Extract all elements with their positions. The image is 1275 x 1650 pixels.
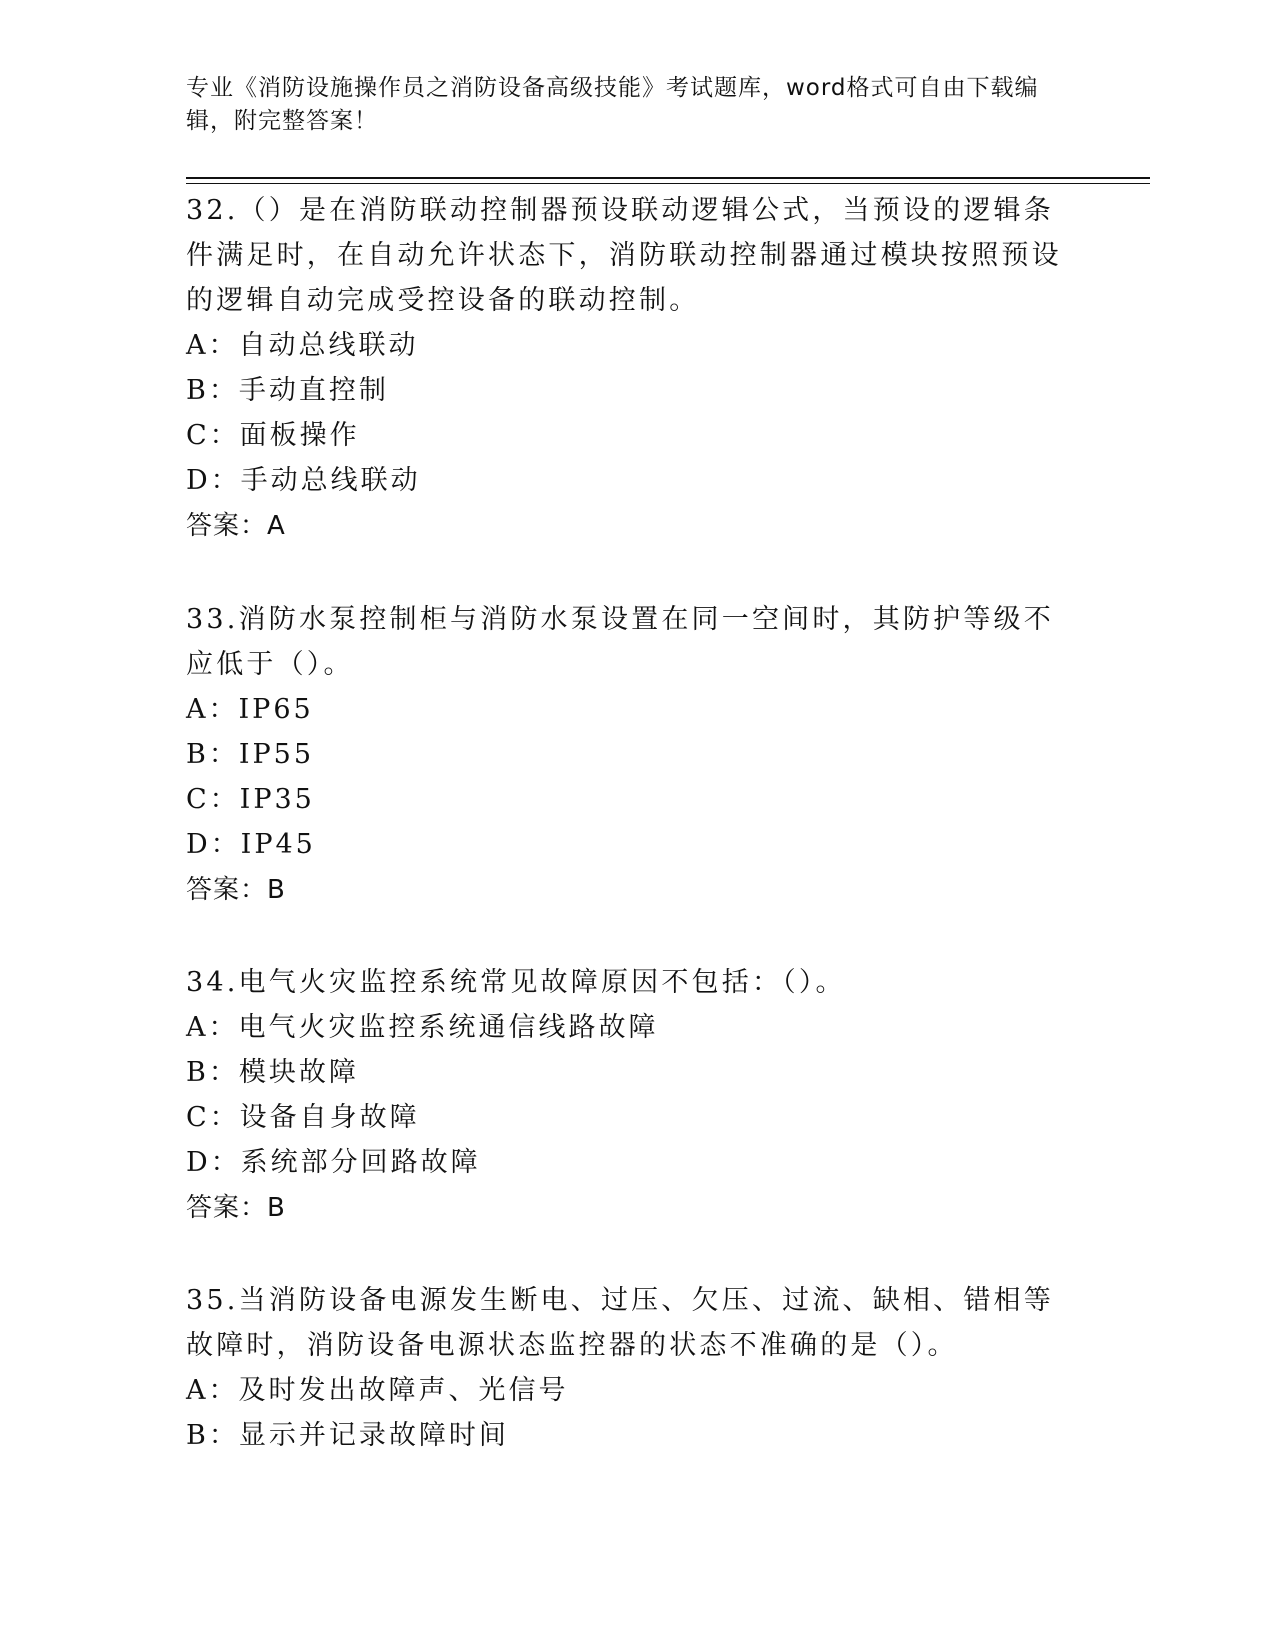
answer-label: 答案：A: [186, 511, 286, 541]
header-divider-thick: [186, 177, 1150, 179]
option-b: B：显示并记录故障时间: [186, 1420, 509, 1451]
option-a: A：IP65: [186, 694, 314, 725]
question-33: [186, 597, 1076, 913]
option-a: A：自动总线联动: [186, 330, 419, 361]
question-35: [186, 1278, 1076, 1458]
option-c: C：面板操作: [186, 420, 360, 451]
question-34: [186, 960, 1076, 1231]
option-c: C：IP35: [186, 784, 315, 815]
option-a: A：电气火灾监控系统通信线路故障: [186, 1012, 659, 1043]
answer-label: 答案：B: [186, 1193, 286, 1223]
option-a: A：及时发出故障声、光信号: [186, 1375, 569, 1406]
document-header: 专业《消防设施操作员之消防设备高级技能》考试题库，word格式可自由下载编辑，附完整答案！: [186, 75, 1039, 134]
question-stem: 33.消防水泵控制柜与消防水泵设置在同一空间时，其防护等级不应低于（）。: [186, 604, 1054, 680]
question-stem: 34.电气火灾监控系统常见故障原因不包括：（）。: [186, 967, 846, 998]
header-divider-thin: [186, 183, 1150, 184]
option-d: D：IP45: [186, 829, 316, 860]
question-stem: 32.（）是在消防联动控制器预设联动逻辑公式，当预设的逻辑条件满足时，在自动允许状态下，消防联动控制器通过模块按照预设的逻辑自动完成受控设备的联动控制。: [186, 195, 1062, 316]
question-stem: 35.当消防设备电源发生断电、过压、欠压、过流、缺相、错相等故障时，消防设备电源状态监控器的状态不准确的是（）。: [186, 1285, 1054, 1361]
answer-label: 答案：B: [186, 875, 286, 905]
option-b: B：手动直控制: [186, 375, 389, 406]
option-b: B：IP55: [186, 739, 315, 770]
option-b: B：模块故障: [186, 1057, 359, 1088]
question-32: [186, 188, 1076, 549]
option-d: D：手动总线联动: [186, 465, 421, 496]
option-c: C：设备自身故障: [186, 1102, 420, 1133]
option-d: D：系统部分回路故障: [186, 1147, 481, 1178]
